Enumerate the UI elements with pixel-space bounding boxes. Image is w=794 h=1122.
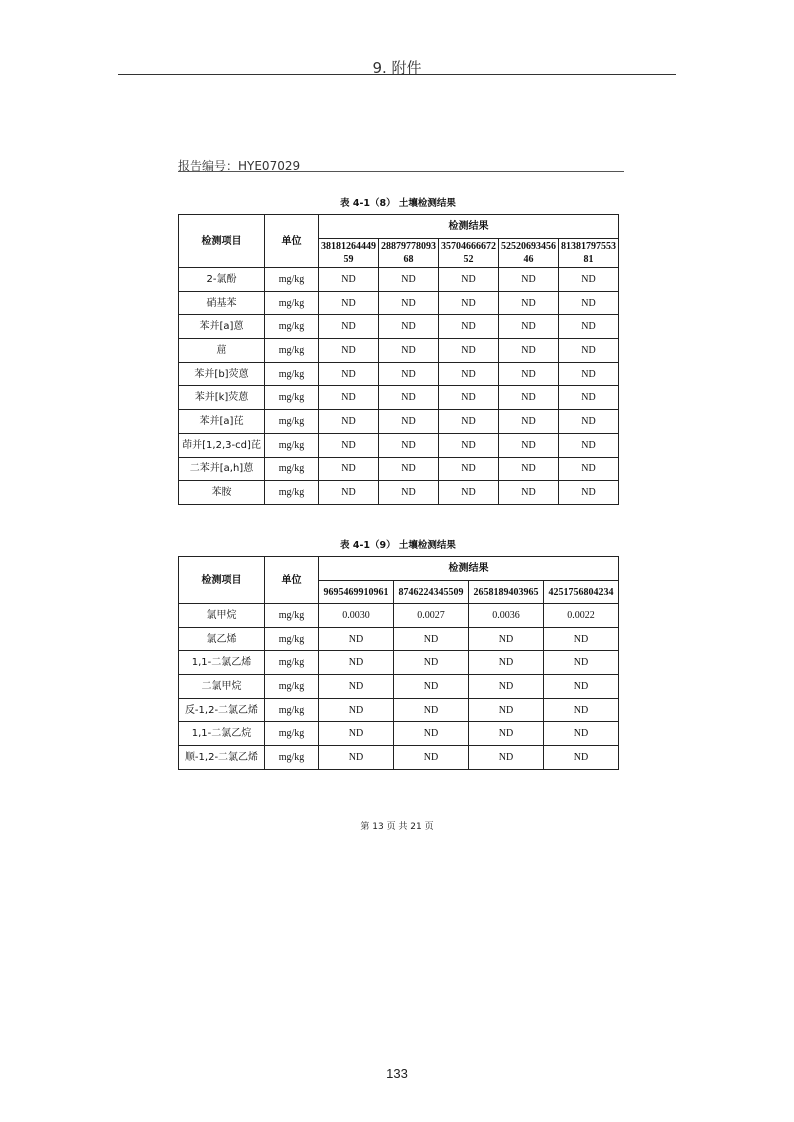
row-item-name: 1,1-二氯乙烷 [179, 722, 265, 746]
row-item-name: 顺-1,2-二氯乙烯 [179, 746, 265, 770]
row-unit: mg/kg [265, 315, 319, 339]
result-cell: ND [499, 410, 559, 434]
row-unit: mg/kg [265, 481, 319, 505]
result-cell: ND [394, 698, 469, 722]
result-cell: ND [544, 675, 619, 699]
table1-header-item: 检测项目 [179, 215, 265, 268]
result-cell: ND [499, 457, 559, 481]
row-unit: mg/kg [265, 268, 319, 292]
table1-sample-id: 3570466667252 [439, 239, 499, 268]
result-cell: ND [469, 675, 544, 699]
table-row [179, 675, 619, 699]
result-cell: 0.0036 [469, 604, 544, 628]
table2-header-item: 检测项目 [179, 557, 265, 604]
result-cell: ND [439, 433, 499, 457]
result-cell: ND [439, 315, 499, 339]
table2-sample-id: 8746224345509 [394, 581, 469, 604]
result-cell: 0.0027 [394, 604, 469, 628]
result-cell: ND [439, 268, 499, 292]
table-row [179, 722, 619, 746]
result-cell: ND [439, 457, 499, 481]
table-row [179, 315, 619, 339]
soil-results-table-2 [178, 556, 619, 770]
table-row [179, 457, 619, 481]
row-item-name: 二苯并[a,h]蒽 [179, 457, 265, 481]
result-cell: ND [394, 627, 469, 651]
row-item-name: 反-1,2-二氯乙烯 [179, 698, 265, 722]
result-cell: ND [439, 481, 499, 505]
result-cell: ND [559, 457, 619, 481]
row-item-name: 苯并[a]蒽 [179, 315, 265, 339]
row-item-name: 苯并[k]荧蒽 [179, 386, 265, 410]
result-cell: ND [379, 362, 439, 386]
table1-caption: 表 4-1（8） 土壤检测结果 [340, 198, 456, 209]
result-cell: ND [469, 746, 544, 770]
result-cell: ND [379, 433, 439, 457]
table-row [179, 386, 619, 410]
table2-sample-id: 9695469910961 [319, 581, 394, 604]
row-unit: mg/kg [265, 746, 319, 770]
row-unit: mg/kg [265, 675, 319, 699]
result-cell: ND [559, 386, 619, 410]
row-item-name: 2-氯酚 [179, 268, 265, 292]
result-cell: ND [394, 675, 469, 699]
row-item-name: 䓛 [179, 339, 265, 363]
table2-header-unit: 单位 [265, 557, 319, 604]
result-cell: ND [439, 386, 499, 410]
result-cell: ND [319, 315, 379, 339]
row-item-name: 茚并[1,2,3-cd]芘 [179, 433, 265, 457]
section-header-title: 9. 附件 [372, 59, 422, 77]
result-cell: ND [394, 722, 469, 746]
header-divider [118, 74, 676, 75]
result-cell: ND [379, 457, 439, 481]
result-cell: ND [544, 746, 619, 770]
table-row [179, 746, 619, 770]
result-cell: ND [544, 722, 619, 746]
result-cell: ND [559, 315, 619, 339]
result-cell: ND [499, 339, 559, 363]
result-cell: ND [499, 362, 559, 386]
result-cell: ND [499, 268, 559, 292]
result-cell: ND [319, 746, 394, 770]
table1-sample-id: 2887977809368 [379, 239, 439, 268]
row-unit: mg/kg [265, 722, 319, 746]
row-unit: mg/kg [265, 362, 319, 386]
result-cell: ND [319, 675, 394, 699]
result-cell: ND [559, 433, 619, 457]
result-cell: ND [544, 627, 619, 651]
page-number: 133 [386, 1066, 408, 1081]
result-cell: ND [559, 268, 619, 292]
result-cell: ND [319, 481, 379, 505]
report-number: 报告编号：HYE07029 [178, 159, 301, 173]
result-cell: ND [499, 386, 559, 410]
result-cell: ND [379, 339, 439, 363]
result-cell: ND [379, 315, 439, 339]
table-row [179, 410, 619, 434]
result-cell: ND [544, 698, 619, 722]
result-cell: ND [394, 651, 469, 675]
table-row [179, 362, 619, 386]
row-item-name: 二氯甲烷 [179, 675, 265, 699]
table2-sample-id: 2658189403965 [469, 581, 544, 604]
result-cell: ND [319, 410, 379, 434]
result-cell: ND [319, 651, 394, 675]
result-cell: ND [379, 386, 439, 410]
row-item-name: 苯并[a]芘 [179, 410, 265, 434]
table1-header-unit: 单位 [265, 215, 319, 268]
result-cell: 0.0030 [319, 604, 394, 628]
table-row [179, 481, 619, 505]
table-row [179, 339, 619, 363]
result-cell: ND [469, 698, 544, 722]
result-cell: ND [319, 627, 394, 651]
row-item-name: 苯并[b]荧蒽 [179, 362, 265, 386]
result-cell: ND [319, 268, 379, 292]
result-cell: ND [439, 339, 499, 363]
row-unit: mg/kg [265, 604, 319, 628]
row-unit: mg/kg [265, 457, 319, 481]
result-cell: ND [319, 698, 394, 722]
table-row [179, 627, 619, 651]
result-cell: 0.0022 [544, 604, 619, 628]
row-unit: mg/kg [265, 386, 319, 410]
result-cell: ND [499, 481, 559, 505]
result-cell: ND [439, 362, 499, 386]
row-unit: mg/kg [265, 339, 319, 363]
row-item-name: 苯胺 [179, 481, 265, 505]
row-unit: mg/kg [265, 291, 319, 315]
row-unit: mg/kg [265, 651, 319, 675]
table-row [179, 698, 619, 722]
table1-sample-id: 3818126444959 [319, 239, 379, 268]
row-unit: mg/kg [265, 433, 319, 457]
result-cell: ND [319, 339, 379, 363]
result-cell: ND [499, 433, 559, 457]
table2-sample-id: 4251756804234 [544, 581, 619, 604]
result-cell: ND [439, 410, 499, 434]
result-cell: ND [319, 291, 379, 315]
table-row [179, 433, 619, 457]
row-unit: mg/kg [265, 627, 319, 651]
result-cell: ND [379, 481, 439, 505]
result-cell: ND [319, 433, 379, 457]
result-cell: ND [469, 627, 544, 651]
result-cell: ND [559, 410, 619, 434]
result-cell: ND [379, 410, 439, 434]
result-cell: ND [559, 291, 619, 315]
result-cell: ND [379, 291, 439, 315]
result-cell: ND [439, 291, 499, 315]
table1-sample-id: 8138179755381 [559, 239, 619, 268]
result-cell: ND [394, 746, 469, 770]
row-item-name: 硝基苯 [179, 291, 265, 315]
result-cell: ND [544, 651, 619, 675]
table1-sample-id: 5252069345646 [499, 239, 559, 268]
result-cell: ND [559, 481, 619, 505]
row-unit: mg/kg [265, 410, 319, 434]
table-row [179, 604, 619, 628]
table-row [179, 651, 619, 675]
result-cell: ND [319, 386, 379, 410]
result-cell: ND [379, 268, 439, 292]
result-cell: ND [319, 457, 379, 481]
table1-header-results: 检测结果 [319, 215, 619, 239]
row-item-name: 氯乙烯 [179, 627, 265, 651]
row-item-name: 1,1-二氯乙烯 [179, 651, 265, 675]
row-unit: mg/kg [265, 698, 319, 722]
result-cell: ND [559, 362, 619, 386]
page-info: 第 13 页 共 21 页 [360, 822, 434, 832]
result-cell: ND [319, 362, 379, 386]
report-number-divider [178, 171, 624, 172]
result-cell: ND [499, 315, 559, 339]
table-row [179, 291, 619, 315]
result-cell: ND [319, 722, 394, 746]
result-cell: ND [499, 291, 559, 315]
table2-header-results: 检测结果 [319, 557, 619, 581]
result-cell: ND [559, 339, 619, 363]
soil-results-table-1 [178, 214, 619, 505]
table2-caption: 表 4-1（9） 土壤检测结果 [340, 540, 456, 551]
row-item-name: 氯甲烷 [179, 604, 265, 628]
table-row [179, 268, 619, 292]
result-cell: ND [469, 722, 544, 746]
result-cell: ND [469, 651, 544, 675]
